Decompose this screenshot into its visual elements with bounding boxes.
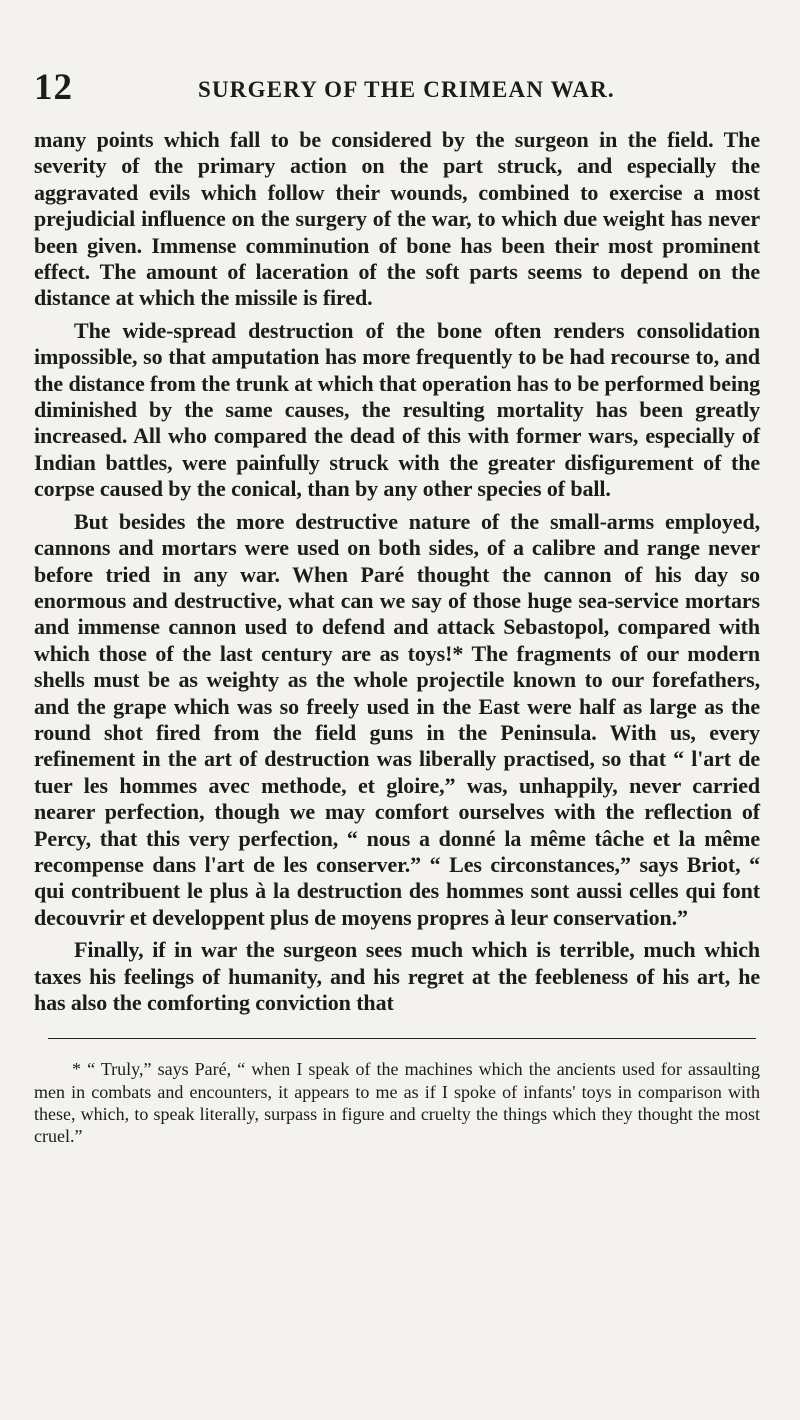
body-text: [34, 127, 760, 1016]
paragraph-bone-destruction: The wide-spread destruction of the bone often renders consolidation impossible, so that amputation has more frequently to be had recourse to, and the distance from the trunk at which that operation has to be performed being diminished by the same causes, the resulting mortality has been greatly increased. All who compared the dead of this with former wars, especially of Indian battles, were painfully struck with the greater disfigurement of the corpse caused by the conical, than by any other species of ball.: [34, 317, 760, 502]
footnote-divider: [48, 1038, 756, 1039]
book-page: [34, 68, 760, 1165]
running-title: SURGERY OF THE CRIMEAN WAR.: [198, 77, 615, 102]
paragraph-artillery: But besides the more destructive nature of the small-arms employed, cannons and mortars were used on both sides, of a calibre and range never before tried in any war. When Paré thought the cannon of his day so enormous and destructive, what can we say of those huge sea-service mortars and immense cannon used to defend and attack Sebastopol, compared with which those of the last century are as toys!* The fragments of our modern shells must be as weighty as the whole projectile known to our forefathers, and the grape which was so freely used in the East were half as large as the round shot fired from the field guns in the Peninsula. With us, every refinement in the art of destruction was liberally practised, so that “ l'art de tuer les hommes avec methode, et gloire,” was, unhappily, never carried nearer perfection, though we may comfort ourselves with the reflection of Percy, that this very perfection, “ nous a donné la même tâche et la même recompense dans l'art de les conserver.” “ Les circonstances,” says Briot, “ qui contribuent le plus à la destruction des hommes sont aussi celles qui font decouvrir et developpent plus de moyens propres à leur conservation.”: [34, 508, 760, 930]
running-head: [34, 68, 760, 108]
paragraph-finally: Finally, if in war the surgeon sees much which is terrible, much which taxes his feelings of humanity, and his regret at the feebleness of his art, he has also the comforting conviction that: [34, 937, 760, 1015]
page-number: 12: [34, 67, 73, 108]
paragraph-continuation: many points which fall to be considered by the surgeon in the field. The severity of the primary action on the part struck, and especially the aggravated evils which follow their wounds, combined to exercise a most prejudicial influence on the surgery of the war, to which due weight has never been given. Immense comminution of bone has been their most prominent effect. The amount of laceration of the soft parts seems to depend on the distance at which the missile is fired.: [34, 127, 760, 311]
footnote: * “ Truly,” says Paré, “ when I speak of the machines which the ancients used for assaulting men in combats and encounters, it appears to me as if I spoke of infants' toys in comparison with these, which, to speak literally, surpass in figure and cruelty the things which they thought the most cruel.”: [34, 1059, 760, 1147]
